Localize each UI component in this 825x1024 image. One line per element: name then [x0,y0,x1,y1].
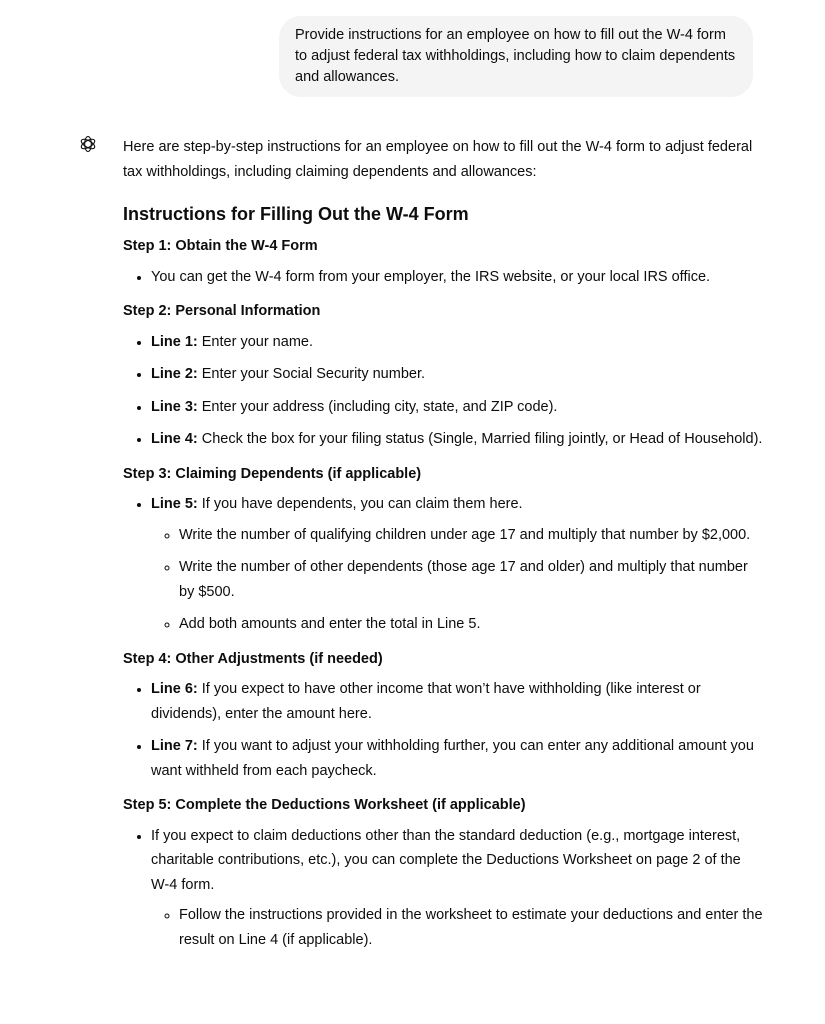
openai-logo-icon [78,134,98,154]
list-item: ◦ Follow the instructions provided in the worksheet to estimate your deductions and enter the result on Line 4 (if applicable). [179,903,763,952]
step2-heading: Step 2: Personal Information [123,303,321,319]
step2-list [123,330,763,452]
list-item: ◦ Write the number of qualifying children under age 17 and multiply that number by $2,000. [179,523,763,548]
list-item: • You can get the W-4 form from your employer, the IRS website, or your local IRS office. [151,265,763,290]
step3-sublist [151,523,763,637]
step5-list [123,824,763,953]
assistant-intro: Here are step-by-step instructions for an employee on how to fill out the W-4 form to adjust federal tax withholdings, including claiming dependents and allowances: [123,139,753,180]
list-item: ◦ Add both amounts and enter the total in Line 5. [179,612,763,637]
step1-heading: Step 1: Obtain the W-4 Form [123,238,318,254]
assistant-message [123,135,763,962]
step3-heading: Step 3: Claiming Dependents (if applicable) [123,465,422,482]
list-item: • Line 2: Enter your Social Security number. [151,362,763,387]
step4-list [123,677,763,783]
step3-list [123,492,763,637]
list-item: ◦ Write the number of other dependents (those age 17 and older) and multiply that number by $500. [179,555,763,604]
list-item: • Line 5: If you have dependents, you can claim them here. ◦ Write the number of qualifying children under age 17 and multiply that number by $2,000. ◦ Write the number of other dependents (those age 17 and older) and multiply that number by $500. ◦ Add both amounts and enter the total in Line 5. [151,492,763,637]
step4-heading: Step 4: Other Adjustments (if needed) [123,650,383,667]
step5-heading: Step 5: Complete the Deductions Worksheet (if applicable) [123,797,526,813]
step1-list [123,265,763,290]
response-title: Instructions for Filling Out the W-4 Form [123,204,469,224]
list-item: • Line 6: If you expect to have other income that won’t have withholding (like interest or dividends), enter the amount here. [151,677,763,726]
user-message-text: Provide instructions for an employee on how to fill out the W-4 form to adjust federal tax withholdings, including how to claim dependents and allowances. [295,27,736,85]
step5-sublist [151,903,763,952]
list-item: • Line 3: Enter your address (including city, state, and ZIP code). [151,395,763,420]
list-item: • Line 7: If you want to adjust your withholding further, you can enter any additional amount you want withheld from each paycheck. [151,734,763,783]
list-item: • Line 4: Check the box for your filing status (Single, Married filing jointly, or Head of Household). [151,427,763,452]
list-item: • Line 1: Enter your name. [151,330,763,355]
user-message-bubble [279,16,753,97]
list-item: • If you expect to claim deductions other than the standard deduction (e.g., mortgage interest, charitable contributions, etc.), you can complete the Deductions Worksheet on page 2 of the W-4 form. ◦ Follow the instructions provided in the worksheet to estimate your deductions and enter the result on Line 4 (if applicable). [151,824,763,953]
